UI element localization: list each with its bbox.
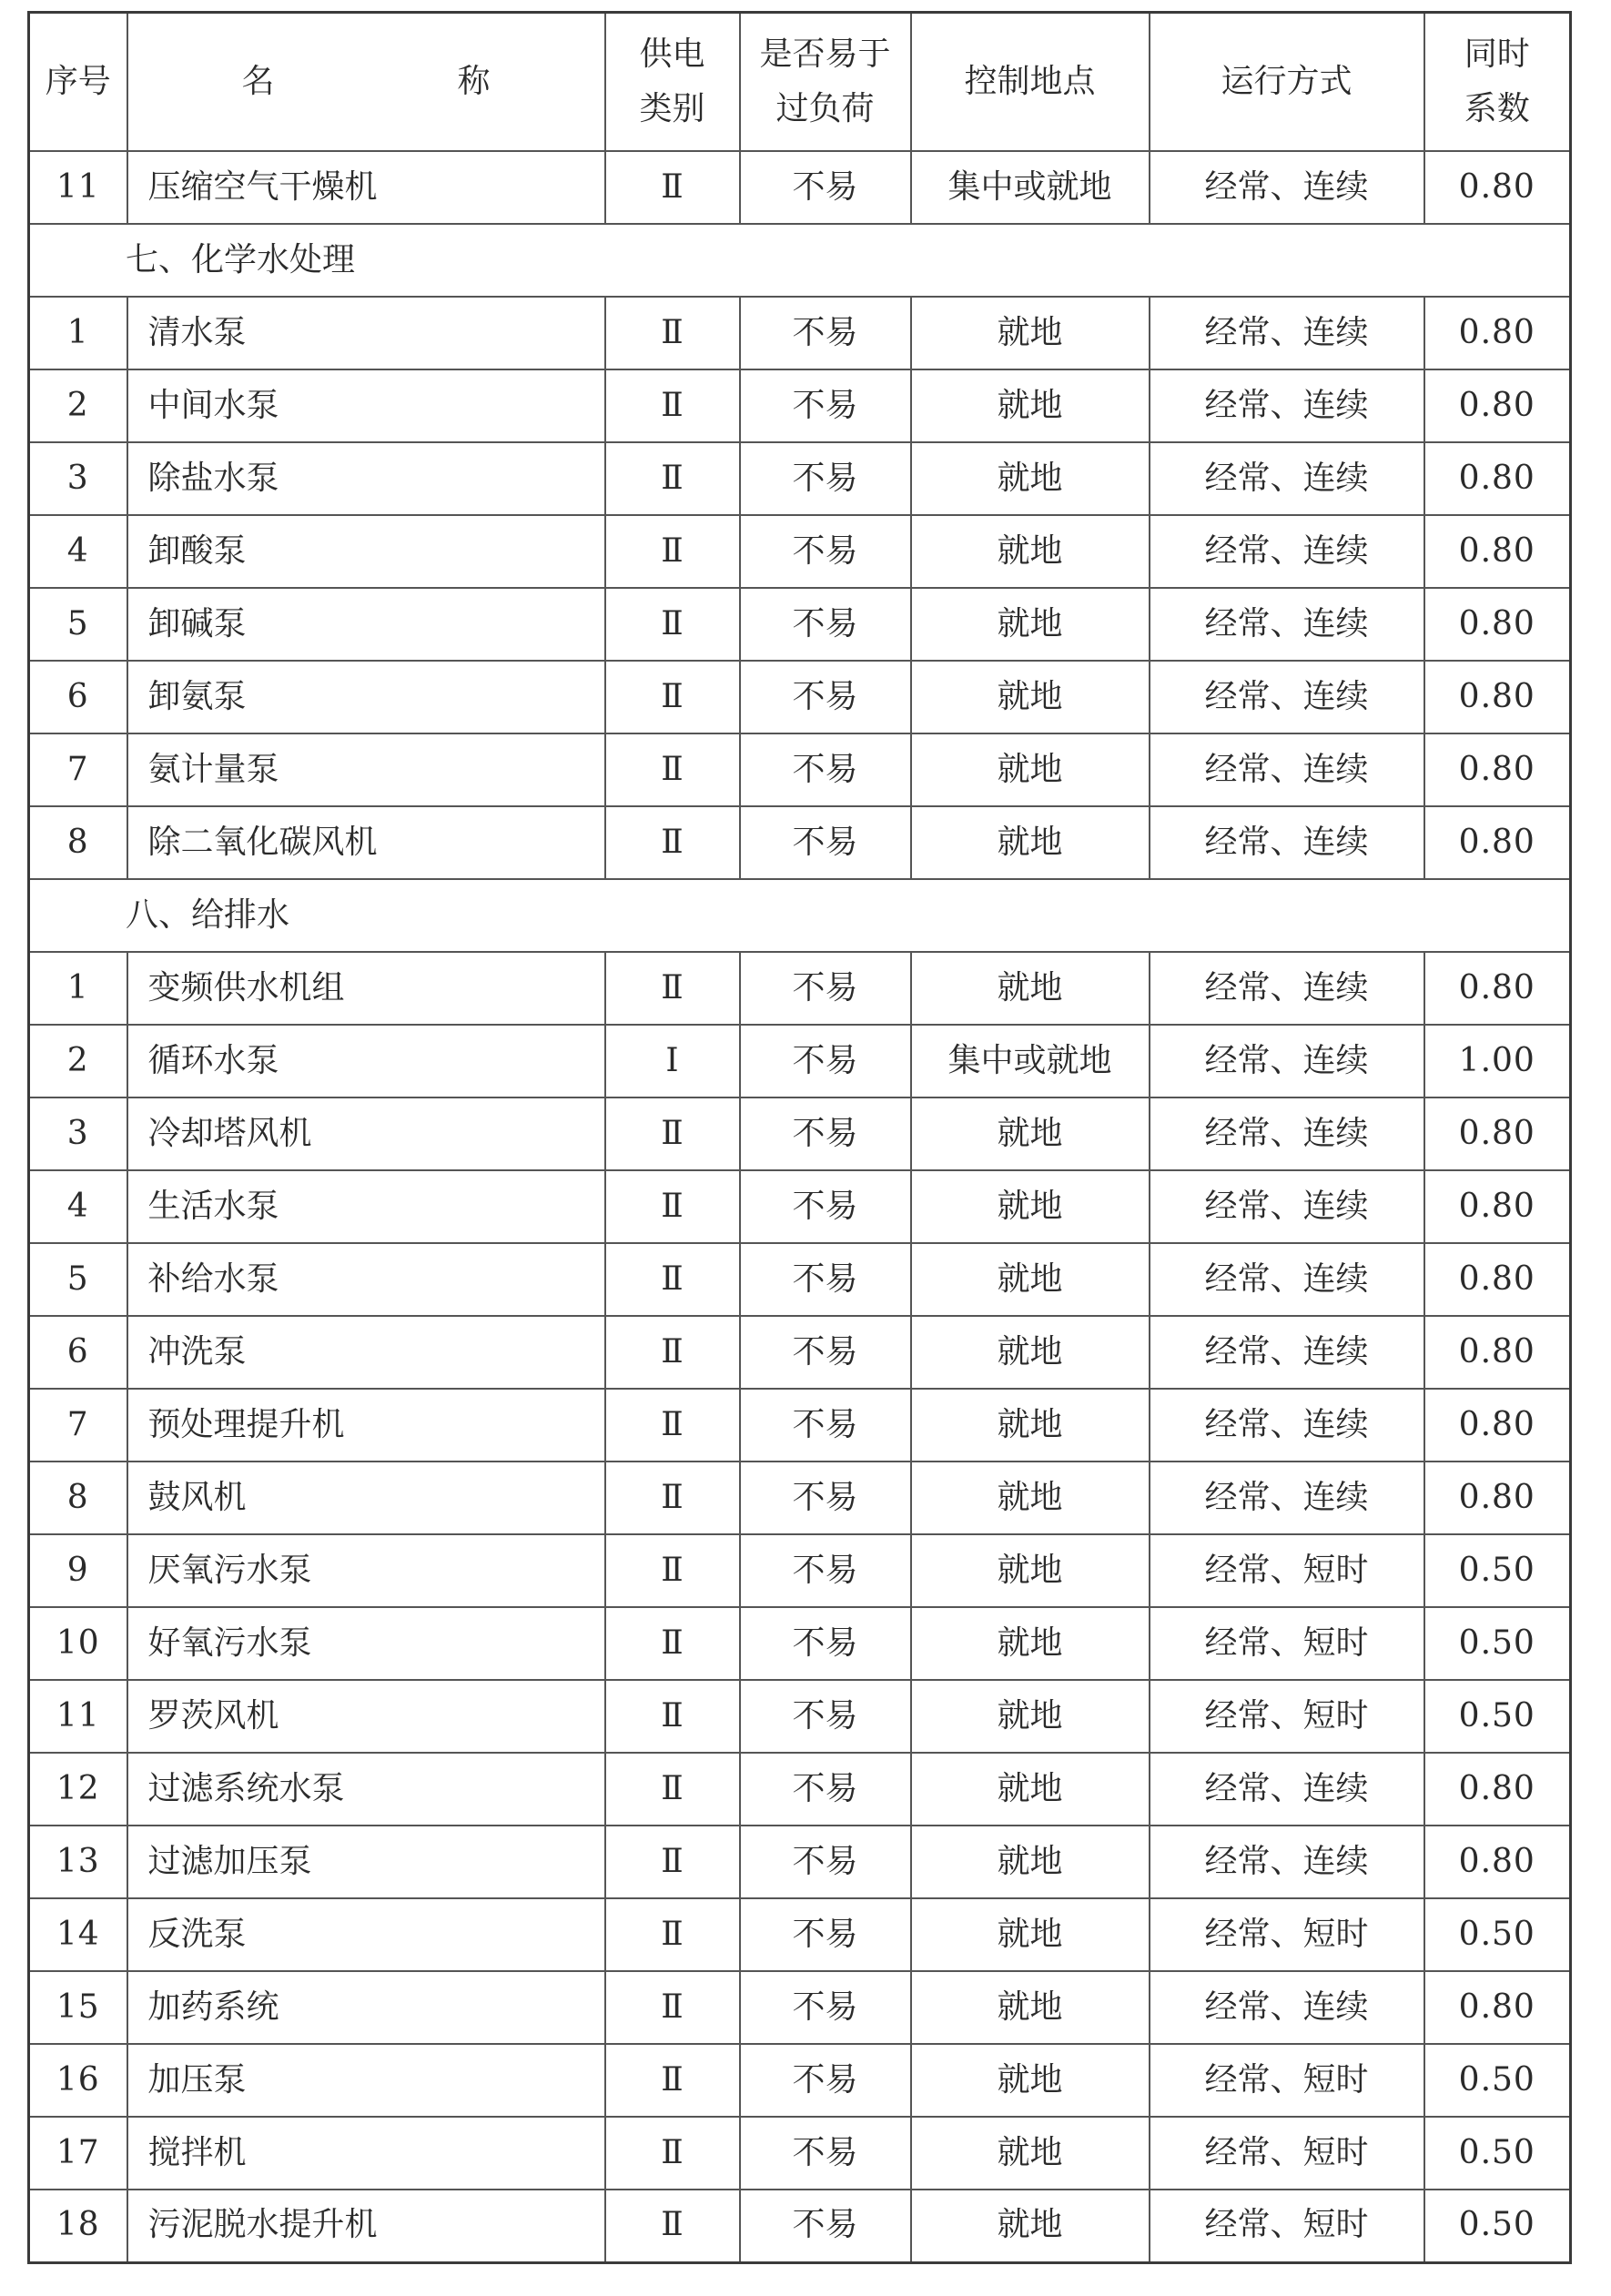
cell-coefficient: 1.00 [1424, 1025, 1571, 1097]
cell-coefficient: 0.80 [1424, 952, 1571, 1025]
header-row [29, 13, 1571, 152]
table-row [29, 369, 1571, 442]
cell-coefficient: 0.80 [1424, 297, 1571, 369]
cell-supply-category: Ⅱ [605, 2117, 740, 2190]
table-row [29, 1025, 1571, 1097]
cell-control-location: 就地 [911, 661, 1150, 733]
cell-operation-mode: 经常、连续 [1150, 1025, 1424, 1097]
section-row [29, 879, 1571, 952]
cell-seq: 16 [29, 2044, 127, 2117]
cell-overload: 不易 [740, 1316, 911, 1389]
cell-overload: 不易 [740, 1971, 911, 2044]
cell-supply-category: Ⅱ [605, 1971, 740, 2044]
header-name [127, 13, 605, 152]
cell-control-location: 就地 [911, 952, 1150, 1025]
cell-operation-mode: 经常、连续 [1150, 1753, 1424, 1826]
cell-operation-mode: 经常、连续 [1150, 952, 1424, 1025]
cell-overload: 不易 [740, 661, 911, 733]
cell-operation-mode: 经常、连续 [1150, 1170, 1424, 1243]
table-row [29, 1826, 1571, 1898]
table-row [29, 2190, 1571, 2262]
cell-name: 过滤加压泵 [127, 1826, 605, 1898]
cell-operation-mode: 经常、连续 [1150, 369, 1424, 442]
table-row [29, 661, 1571, 733]
load-table [27, 11, 1572, 2264]
cell-overload: 不易 [740, 1243, 911, 1316]
cell-operation-mode: 经常、连续 [1150, 442, 1424, 515]
cell-operation-mode: 经常、连续 [1150, 1316, 1424, 1389]
cell-supply-category: Ⅱ [605, 297, 740, 369]
cell-seq: 5 [29, 1243, 127, 1316]
cell-control-location: 就地 [911, 2190, 1150, 2262]
cell-control-location: 就地 [911, 2044, 1150, 2117]
cell-name: 氨计量泵 [127, 733, 605, 806]
table-row [29, 2117, 1571, 2190]
cell-overload: 不易 [740, 297, 911, 369]
cell-name: 过滤系统水泵 [127, 1753, 605, 1826]
cell-name: 加压泵 [127, 2044, 605, 2117]
cell-overload: 不易 [740, 1097, 911, 1170]
cell-coefficient: 0.80 [1424, 806, 1571, 879]
cell-coefficient: 0.80 [1424, 1753, 1571, 1826]
cell-supply-category: Ⅰ [605, 1025, 740, 1097]
cell-supply-category: Ⅱ [605, 806, 740, 879]
cell-name: 卸酸泵 [127, 515, 605, 588]
cell-coefficient: 0.50 [1424, 1607, 1571, 1680]
cell-seq: 6 [29, 661, 127, 733]
cell-coefficient: 0.80 [1424, 1097, 1571, 1170]
table-row [29, 1680, 1571, 1753]
cell-supply-category: Ⅱ [605, 1389, 740, 1462]
cell-operation-mode: 经常、短时 [1150, 1680, 1424, 1753]
cell-seq: 8 [29, 1462, 127, 1534]
header-name-right: 称 [457, 62, 491, 100]
cell-supply-category: Ⅱ [605, 1826, 740, 1898]
cell-name: 预处理提升机 [127, 1389, 605, 1462]
cell-name: 除盐水泵 [127, 442, 605, 515]
cell-name: 罗茨风机 [127, 1680, 605, 1753]
cell-seq: 7 [29, 733, 127, 806]
cell-control-location: 就地 [911, 588, 1150, 661]
header-supply-line2: 类别 [639, 90, 705, 127]
header-operation-mode: 运行方式 [1150, 13, 1424, 152]
cell-overload: 不易 [740, 151, 911, 224]
cell-seq: 14 [29, 1898, 127, 1971]
cell-overload: 不易 [740, 1680, 911, 1753]
table-header [29, 13, 1571, 152]
cell-coefficient: 0.50 [1424, 1898, 1571, 1971]
cell-supply-category: Ⅱ [605, 1534, 740, 1607]
cell-overload: 不易 [740, 1607, 911, 1680]
cell-coefficient: 0.50 [1424, 2117, 1571, 2190]
cell-coefficient: 0.50 [1424, 1680, 1571, 1753]
cell-control-location: 就地 [911, 1097, 1150, 1170]
cell-name: 卸碱泵 [127, 588, 605, 661]
cell-control-location: 就地 [911, 297, 1150, 369]
cell-seq: 3 [29, 442, 127, 515]
header-seq: 序号 [29, 13, 127, 152]
cell-supply-category: Ⅱ [605, 1680, 740, 1753]
cell-supply-category: Ⅱ [605, 1316, 740, 1389]
cell-name: 好氧污水泵 [127, 1607, 605, 1680]
cell-supply-category: Ⅱ [605, 952, 740, 1025]
cell-operation-mode: 经常、连续 [1150, 661, 1424, 733]
cell-seq: 5 [29, 588, 127, 661]
cell-overload: 不易 [740, 1389, 911, 1462]
header-coefficient [1424, 13, 1571, 152]
cell-control-location: 就地 [911, 1462, 1150, 1534]
cell-control-location: 就地 [911, 1316, 1150, 1389]
table-row [29, 952, 1571, 1025]
cell-operation-mode: 经常、短时 [1150, 1534, 1424, 1607]
table-row [29, 1462, 1571, 1534]
cell-operation-mode: 经常、连续 [1150, 1243, 1424, 1316]
cell-name: 冷却塔风机 [127, 1097, 605, 1170]
cell-coefficient: 0.80 [1424, 1243, 1571, 1316]
cell-coefficient: 0.80 [1424, 151, 1571, 224]
cell-seq: 8 [29, 806, 127, 879]
cell-operation-mode: 经常、连续 [1150, 1097, 1424, 1170]
table-row [29, 1534, 1571, 1607]
cell-name: 加药系统 [127, 1971, 605, 2044]
cell-control-location: 集中或就地 [911, 151, 1150, 224]
table-row [29, 1898, 1571, 1971]
header-overload-line2: 过负荷 [775, 90, 875, 127]
cell-seq: 11 [29, 1680, 127, 1753]
cell-overload: 不易 [740, 1898, 911, 1971]
cell-name: 清水泵 [127, 297, 605, 369]
cell-name: 卸氨泵 [127, 661, 605, 733]
cell-seq: 2 [29, 1025, 127, 1097]
cell-seq: 1 [29, 952, 127, 1025]
cell-seq: 18 [29, 2190, 127, 2262]
cell-seq: 7 [29, 1389, 127, 1462]
cell-coefficient: 0.80 [1424, 1316, 1571, 1389]
header-supply-category [605, 13, 740, 152]
cell-overload: 不易 [740, 2190, 911, 2262]
table-row [29, 588, 1571, 661]
cell-name: 搅拌机 [127, 2117, 605, 2190]
cell-overload: 不易 [740, 2044, 911, 2117]
cell-seq: 9 [29, 1534, 127, 1607]
cell-seq: 3 [29, 1097, 127, 1170]
cell-seq: 13 [29, 1826, 127, 1898]
cell-seq: 11 [29, 151, 127, 224]
header-control-location: 控制地点 [911, 13, 1150, 152]
header-overload-line1: 是否易于 [759, 35, 891, 73]
cell-overload: 不易 [740, 1025, 911, 1097]
cell-seq: 15 [29, 1971, 127, 2044]
cell-overload: 不易 [740, 1753, 911, 1826]
cell-name: 生活水泵 [127, 1170, 605, 1243]
table-row [29, 1316, 1571, 1389]
cell-control-location: 就地 [911, 1971, 1150, 2044]
table-row [29, 1753, 1571, 1826]
cell-coefficient: 0.80 [1424, 661, 1571, 733]
cell-supply-category: Ⅱ [605, 1753, 740, 1826]
cell-operation-mode: 经常、连续 [1150, 1462, 1424, 1534]
cell-coefficient: 0.80 [1424, 1462, 1571, 1534]
cell-name: 变频供水机组 [127, 952, 605, 1025]
cell-supply-category: Ⅱ [605, 661, 740, 733]
table-row [29, 1389, 1571, 1462]
cell-coefficient: 0.50 [1424, 2190, 1571, 2262]
table-row [29, 1170, 1571, 1243]
cell-supply-category: Ⅱ [605, 151, 740, 224]
cell-coefficient: 0.80 [1424, 1389, 1571, 1462]
cell-overload: 不易 [740, 1534, 911, 1607]
cell-operation-mode: 经常、连续 [1150, 151, 1424, 224]
cell-seq: 4 [29, 1170, 127, 1243]
cell-overload: 不易 [740, 1170, 911, 1243]
table-row [29, 515, 1571, 588]
cell-operation-mode: 经常、短时 [1150, 2190, 1424, 2262]
cell-name: 中间水泵 [127, 369, 605, 442]
cell-control-location: 就地 [911, 1753, 1150, 1826]
cell-name: 冲洗泵 [127, 1316, 605, 1389]
table-body [29, 151, 1571, 2262]
cell-name: 鼓风机 [127, 1462, 605, 1534]
cell-coefficient: 0.80 [1424, 1971, 1571, 2044]
table-row [29, 1971, 1571, 2044]
header-name-letters [128, 61, 604, 104]
cell-supply-category: Ⅱ [605, 2190, 740, 2262]
cell-overload: 不易 [740, 442, 911, 515]
table-row [29, 1243, 1571, 1316]
header-coef-line1: 同时 [1464, 35, 1530, 73]
cell-seq: 6 [29, 1316, 127, 1389]
table-row [29, 1607, 1571, 1680]
cell-supply-category: Ⅱ [605, 1243, 740, 1316]
cell-coefficient: 0.80 [1424, 733, 1571, 806]
cell-control-location: 就地 [911, 733, 1150, 806]
header-supply-line1: 供电 [639, 35, 705, 73]
cell-coefficient: 0.80 [1424, 588, 1571, 661]
cell-name: 厌氧污水泵 [127, 1534, 605, 1607]
table-row [29, 151, 1571, 224]
cell-supply-category: Ⅱ [605, 1607, 740, 1680]
cell-operation-mode: 经常、短时 [1150, 1898, 1424, 1971]
section-title: 八、给排水 [29, 879, 1571, 952]
cell-operation-mode: 经常、连续 [1150, 1826, 1424, 1898]
cell-control-location: 就地 [911, 442, 1150, 515]
cell-overload: 不易 [740, 806, 911, 879]
section-row [29, 224, 1571, 297]
cell-control-location: 就地 [911, 1607, 1150, 1680]
cell-supply-category: Ⅱ [605, 369, 740, 442]
cell-overload: 不易 [740, 1826, 911, 1898]
cell-control-location: 就地 [911, 369, 1150, 442]
cell-supply-category: Ⅱ [605, 1462, 740, 1534]
cell-control-location: 就地 [911, 515, 1150, 588]
cell-control-location: 就地 [911, 1389, 1150, 1462]
cell-control-location: 就地 [911, 806, 1150, 879]
cell-control-location: 就地 [911, 1243, 1150, 1316]
cell-operation-mode: 经常、短时 [1150, 2044, 1424, 2117]
cell-seq: 10 [29, 1607, 127, 1680]
cell-name: 循环水泵 [127, 1025, 605, 1097]
cell-name: 污泥脱水提升机 [127, 2190, 605, 2262]
table-row [29, 1097, 1571, 1170]
cell-control-location: 就地 [911, 1826, 1150, 1898]
cell-seq: 1 [29, 297, 127, 369]
cell-supply-category: Ⅱ [605, 2044, 740, 2117]
cell-supply-category: Ⅱ [605, 442, 740, 515]
cell-seq: 17 [29, 2117, 127, 2190]
cell-operation-mode: 经常、短时 [1150, 1607, 1424, 1680]
load-table-sheet [27, 11, 1569, 2264]
cell-operation-mode: 经常、连续 [1150, 1389, 1424, 1462]
cell-overload: 不易 [740, 1462, 911, 1534]
cell-coefficient: 0.80 [1424, 515, 1571, 588]
table-row [29, 2044, 1571, 2117]
cell-supply-category: Ⅱ [605, 588, 740, 661]
cell-overload: 不易 [740, 588, 911, 661]
cell-name: 压缩空气干燥机 [127, 151, 605, 224]
cell-coefficient: 0.80 [1424, 369, 1571, 442]
cell-seq: 12 [29, 1753, 127, 1826]
header-name-left: 名 [241, 62, 275, 100]
table-row [29, 442, 1571, 515]
cell-operation-mode: 经常、连续 [1150, 588, 1424, 661]
cell-supply-category: Ⅱ [605, 515, 740, 588]
cell-overload: 不易 [740, 369, 911, 442]
cell-overload: 不易 [740, 952, 911, 1025]
cell-seq: 2 [29, 369, 127, 442]
table-row [29, 806, 1571, 879]
section-title: 七、化学水处理 [29, 224, 1571, 297]
cell-operation-mode: 经常、连续 [1150, 806, 1424, 879]
cell-coefficient: 0.80 [1424, 442, 1571, 515]
cell-control-location: 集中或就地 [911, 1025, 1150, 1097]
cell-control-location: 就地 [911, 2117, 1150, 2190]
cell-operation-mode: 经常、连续 [1150, 515, 1424, 588]
cell-control-location: 就地 [911, 1898, 1150, 1971]
table-row [29, 733, 1571, 806]
cell-overload: 不易 [740, 733, 911, 806]
cell-control-location: 就地 [911, 1534, 1150, 1607]
cell-operation-mode: 经常、短时 [1150, 2117, 1424, 2190]
cell-coefficient: 0.80 [1424, 1826, 1571, 1898]
cell-supply-category: Ⅱ [605, 1898, 740, 1971]
header-coef-line2: 系数 [1464, 90, 1530, 127]
cell-operation-mode: 经常、连续 [1150, 733, 1424, 806]
header-overload [740, 13, 911, 152]
cell-overload: 不易 [740, 2117, 911, 2190]
cell-supply-category: Ⅱ [605, 1097, 740, 1170]
cell-seq: 4 [29, 515, 127, 588]
cell-supply-category: Ⅱ [605, 733, 740, 806]
cell-operation-mode: 经常、连续 [1150, 1971, 1424, 2044]
cell-coefficient: 0.50 [1424, 1534, 1571, 1607]
cell-name: 补给水泵 [127, 1243, 605, 1316]
cell-name: 反洗泵 [127, 1898, 605, 1971]
table-row [29, 297, 1571, 369]
cell-supply-category: Ⅱ [605, 1170, 740, 1243]
cell-coefficient: 0.50 [1424, 2044, 1571, 2117]
cell-coefficient: 0.80 [1424, 1170, 1571, 1243]
cell-control-location: 就地 [911, 1680, 1150, 1753]
cell-control-location: 就地 [911, 1170, 1150, 1243]
cell-name: 除二氧化碳风机 [127, 806, 605, 879]
cell-overload: 不易 [740, 515, 911, 588]
cell-operation-mode: 经常、连续 [1150, 297, 1424, 369]
